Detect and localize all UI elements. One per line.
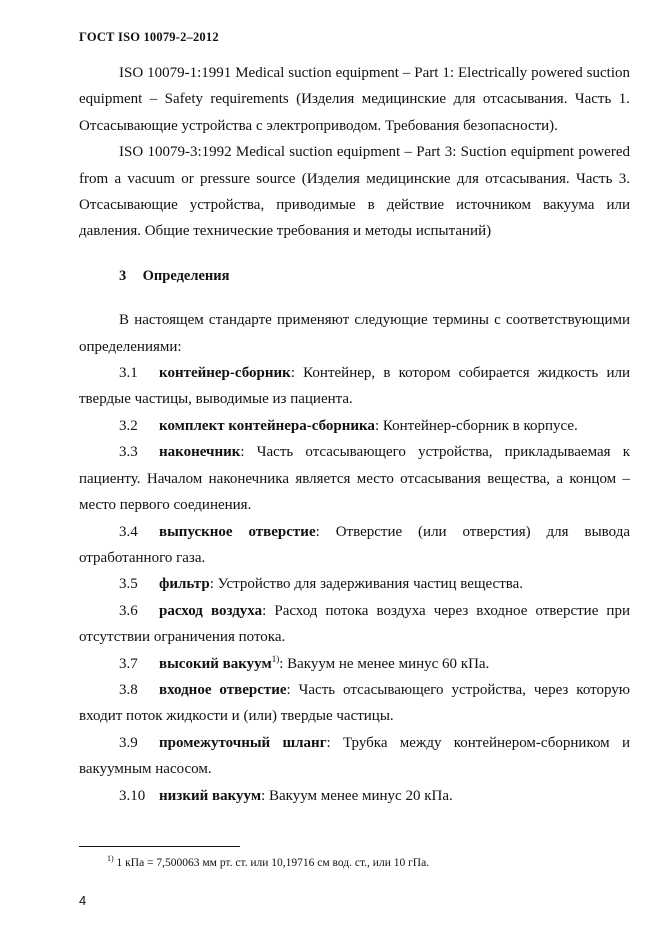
- reference-paragraph: ISO 10079-1:1991 Medical suction equipment – Part 1: Electrically powered suction equipment – Safety requirements (Изделия медицинские для отсасывания. Часть 1. Отсасывающие устройства с электроприводом. Требования безопасности).: [79, 65, 630, 134]
- definition-item: [79, 651, 630, 677]
- definition-item: [79, 783, 630, 809]
- definition-item: [79, 677, 630, 730]
- definition-number: 3.5: [119, 576, 138, 593]
- section-heading: [79, 263, 630, 289]
- section-number: 3: [119, 267, 127, 284]
- definition-number: 3.8: [119, 681, 138, 698]
- definition-number: 3.1: [119, 365, 138, 382]
- definition-number: 3.9: [119, 734, 138, 751]
- definition-item: [79, 730, 630, 783]
- definition-text: : Контейнер, в котором собирается жидкость или твердые частицы, выводимые из пациента.: [79, 365, 630, 408]
- definition-text: : Часть отсасывающего устройства, прикладываемая к пациенту. Началом наконечника является место отсасывания вещества, а концом – место первого соединения.: [79, 444, 630, 514]
- definition-item: [79, 413, 630, 439]
- footnote-separator: [79, 846, 240, 847]
- document-header: ГОСТ ISO 10079-2–2012: [79, 30, 219, 44]
- definition-term: промежуточный шланг: [159, 734, 327, 751]
- footnote: [107, 854, 430, 869]
- definition-term: выпускное отверстие: [159, 523, 316, 540]
- definition-item: [79, 571, 630, 597]
- definition-text: : Вакуум не менее минус 60 кПа.: [279, 655, 490, 672]
- definition-term: низкий вакуум: [159, 787, 262, 804]
- definition-number: 3.10: [119, 787, 146, 804]
- definition-number: 3.2: [119, 417, 138, 434]
- definition-term: высокий вакуум: [159, 655, 272, 672]
- document-body: [79, 60, 630, 809]
- section-title: Определения: [142, 267, 230, 284]
- definition-term: расход воздуха: [159, 602, 263, 619]
- definition-text: : Отверстие (или отверстия) для вывода отработанного газа.: [79, 523, 630, 566]
- definition-text: : Расход потока воздуха через входное отверстие при отсутствии ограничения потока.: [79, 602, 630, 646]
- definition-number: 3.6: [119, 602, 138, 619]
- definition-term: комплект контейнера-сборника: [159, 417, 375, 434]
- definition-item: [79, 439, 630, 518]
- footnote-text: 1 кПа = 7,500063 мм рт. ст. или 10,19716 см вод. ст., или 10 гПа.: [113, 857, 430, 869]
- reference-paragraph: ISO 10079-3:1992 Medical suction equipment – Part 3: Suction equipment powered from a vacuum or pressure source (Изделия медицинские для отсасывания. Часть 3. Отсасывающие устройства, приводимые в действие источником вакуума или давления. Общие технические требования и методы испытаний): [79, 144, 630, 240]
- definition-item: [79, 519, 630, 572]
- page-number: 4: [79, 893, 87, 908]
- definition-term: наконечник: [159, 444, 241, 461]
- definition-text: : Контейнер-сборник в корпусе.: [374, 417, 578, 434]
- definition-text: : Часть отсасывающего устройства, через которую входит поток жидкости и (или) твердые частицы.: [79, 681, 630, 725]
- definition-text: : Трубка между контейнером-сборником и вакуумным насосом.: [79, 734, 630, 778]
- definition-number: 3.7: [119, 655, 138, 672]
- definition-item: [79, 360, 630, 413]
- definition-term: фильтр: [159, 576, 210, 593]
- definition-text: : Вакуум менее минус 20 кПа.: [261, 787, 453, 804]
- definition-item: [79, 598, 630, 651]
- footnote-reference[interactable]: 1): [271, 653, 280, 664]
- definition-number: 3.3: [119, 444, 138, 461]
- definition-number: 3.4: [119, 523, 138, 540]
- footnote-mark: 1): [107, 854, 114, 863]
- definition-text: : Устройство для задерживания частиц вещества.: [209, 576, 524, 593]
- intro-paragraph: В настоящем стандарте применяют следующие термины с соответствующими определениями:: [79, 312, 630, 355]
- definition-term: входное отверстие: [159, 681, 287, 698]
- definition-term: контейнер-сборник: [159, 365, 291, 382]
